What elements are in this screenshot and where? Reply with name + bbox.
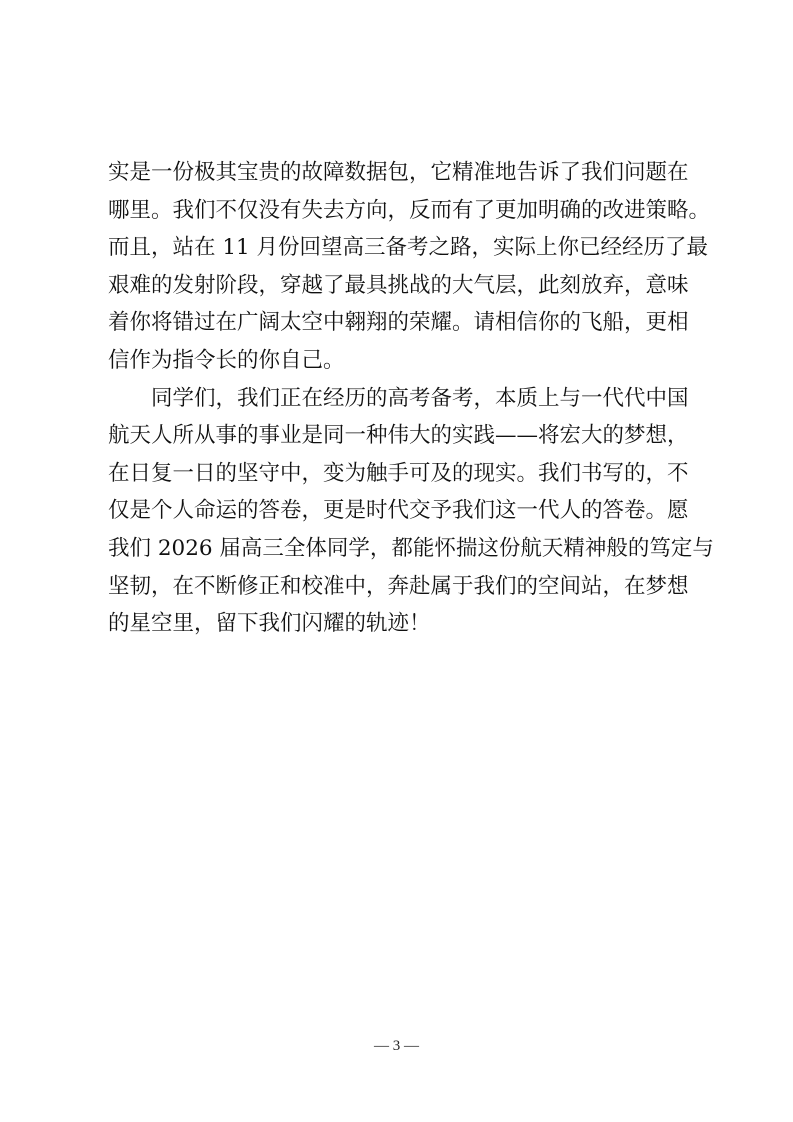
text-line: 哪里。我们不仅没有失去方向，反而有了更加明确的改进策略。	[108, 197, 711, 223]
text-line: 实是一份极其宝贵的故障数据包，它精准地告诉了我们问题在	[108, 160, 689, 185]
text-line: 同学们，我们正在经历的高考备考，本质上与一代代中国	[151, 385, 689, 411]
text-line: 信作为指令长的你自己。	[108, 347, 345, 373]
page-number: — 3 —	[374, 1038, 419, 1054]
text-line: 的星空里，留下我们闪耀的轨迹！	[108, 611, 431, 637]
text-line: 艰难的发射阶段，穿越了最具挑战的大气层，此刻放弃，意味	[108, 272, 689, 298]
text-line: 仅是个人命运的答卷，更是时代交予我们这一代人的答卷。愿	[108, 498, 689, 524]
text-line: 在日复一日的坚守中，变为触手可及的现实。我们书写的，不	[108, 460, 689, 486]
text-line: 坚韧，在不断修正和校准中，奔赴属于我们的空间站，在梦想	[108, 573, 689, 599]
text-line: 着你将错过在广阔太空中翱翔的荣耀。请相信你的飞船，更相	[108, 310, 689, 336]
text-line: 我们 2026 届高三全体同学，都能怀揣这份航天精神般的笃定与	[108, 535, 714, 561]
body-text	[108, 154, 714, 643]
text-line: 而且，站在 11 月份回望高三备考之路，实际上你已经经历了最	[108, 235, 709, 261]
text-line: 航天人所从事的事业是同一种伟大的实践——将宏大的梦想，	[108, 423, 689, 449]
